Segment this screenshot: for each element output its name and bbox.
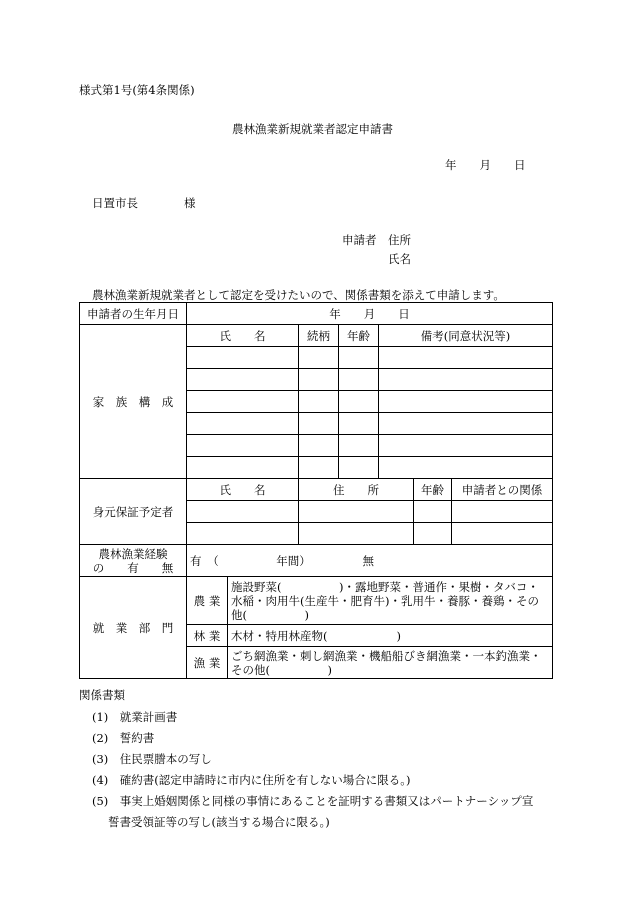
family-age-cell[interactable] bbox=[339, 347, 379, 369]
document-item bbox=[92, 709, 177, 725]
forestry-options[interactable]: 木材・特用林産物( ) bbox=[228, 625, 553, 647]
guarantor-header-address: 住 所 bbox=[299, 479, 414, 501]
family-name-cell[interactable] bbox=[187, 391, 299, 413]
applicant-label: 申請者 bbox=[342, 233, 377, 247]
family-age-cell[interactable] bbox=[339, 435, 379, 457]
family-name-cell[interactable] bbox=[187, 457, 299, 479]
document-item bbox=[92, 730, 154, 746]
agriculture-options[interactable] bbox=[228, 577, 553, 625]
family-relation-cell[interactable] bbox=[299, 435, 339, 457]
document-item-text: 確約書(認定申請時に市内に住所を有しない場合に限る。) bbox=[119, 773, 411, 787]
application-statement: 農林漁業新規就業者として認定を受けたいので、関係書類を添えて申請します。 bbox=[92, 288, 505, 302]
agriculture-label: 農 業 bbox=[187, 577, 228, 625]
agriculture-line3: 他( ) bbox=[231, 607, 309, 622]
guarantor-name-cell[interactable] bbox=[187, 523, 299, 545]
document-item-text: 就業計画書 bbox=[119, 710, 178, 724]
document-item bbox=[92, 793, 533, 809]
family-remarks-cell[interactable] bbox=[379, 369, 553, 391]
family-name-cell[interactable] bbox=[187, 435, 299, 457]
experience-value[interactable]: 有 （ 年間） 無 bbox=[187, 545, 553, 577]
fishery-label: 漁 業 bbox=[187, 647, 228, 679]
name-label: 氏名 bbox=[388, 252, 411, 266]
family-name-cell[interactable] bbox=[187, 347, 299, 369]
guarantor-header-relation: 申請者との関係 bbox=[452, 479, 553, 501]
guarantor-header-name: 氏 名 bbox=[187, 479, 299, 501]
family-relation-cell[interactable] bbox=[299, 457, 339, 479]
guarantor-age-cell[interactable] bbox=[414, 501, 452, 523]
document-item-number: (3) bbox=[92, 752, 109, 766]
form-title: 農林漁業新規就業者認定申請書 bbox=[232, 122, 393, 136]
family-relation-cell[interactable] bbox=[299, 391, 339, 413]
family-relation-cell[interactable] bbox=[299, 347, 339, 369]
family-remarks-cell[interactable] bbox=[379, 347, 553, 369]
family-age-cell[interactable] bbox=[339, 369, 379, 391]
guarantor-label: 身元保証予定者 bbox=[80, 479, 187, 545]
documents-heading: 関係書類 bbox=[79, 688, 125, 702]
guarantor-age-cell[interactable] bbox=[414, 523, 452, 545]
address-label: 住所 bbox=[388, 233, 411, 247]
guarantor-address-cell[interactable] bbox=[299, 523, 414, 545]
guarantor-address-cell[interactable] bbox=[299, 501, 414, 523]
document-item-continuation: 誓書受領証等の写し(該当する場合に限る。) bbox=[108, 815, 330, 829]
family-relation-cell[interactable] bbox=[299, 413, 339, 435]
document-item-text: 住民票謄本の写し bbox=[119, 752, 212, 766]
fishery-line1: ごち網漁業・刺し網漁業・機船船びき網漁業・一本釣漁業・ bbox=[231, 648, 542, 663]
guarantor-relation-cell[interactable] bbox=[452, 501, 553, 523]
family-header-age: 年齢 bbox=[339, 325, 379, 347]
form-number: 様式第1号(第4条関係) bbox=[79, 83, 195, 97]
addressee: 日置市長 様 bbox=[92, 196, 196, 210]
family-header-name: 氏 名 bbox=[187, 325, 299, 347]
family-relation-cell[interactable] bbox=[299, 369, 339, 391]
family-label: 家 族 構 成 bbox=[80, 325, 187, 479]
guarantor-relation-cell[interactable] bbox=[452, 523, 553, 545]
guarantor-name-cell[interactable] bbox=[187, 501, 299, 523]
family-remarks-cell[interactable] bbox=[379, 435, 553, 457]
document-item-text: 事実上婚姻関係と同様の事情にあることを証明する書類又はパートナーシップ宣 bbox=[119, 794, 534, 808]
document-item-text: 誓約書 bbox=[119, 731, 155, 745]
family-name-cell[interactable] bbox=[187, 413, 299, 435]
family-age-cell[interactable] bbox=[339, 413, 379, 435]
document-item-number: (5) bbox=[92, 794, 109, 808]
agriculture-line2: 水稲・肉用牛(生産牛・肥育牛)・乳用牛・養豚・養鶏・その bbox=[231, 593, 539, 608]
family-name-cell[interactable] bbox=[187, 369, 299, 391]
forestry-label: 林 業 bbox=[187, 625, 228, 647]
document-item-number: (2) bbox=[92, 731, 109, 745]
family-header-remarks: 備考(同意状況等) bbox=[379, 325, 553, 347]
birth-date-value: 年 月 日 bbox=[187, 303, 553, 325]
date-field: 年 月 日 bbox=[445, 158, 526, 172]
fishery-line2: その他( ) bbox=[231, 662, 332, 677]
document-item bbox=[92, 772, 411, 788]
document-item bbox=[92, 751, 212, 767]
experience-label bbox=[80, 545, 187, 577]
document-item-number: (4) bbox=[92, 773, 109, 787]
family-remarks-cell[interactable] bbox=[379, 457, 553, 479]
family-header-relation: 続柄 bbox=[299, 325, 339, 347]
family-remarks-cell[interactable] bbox=[379, 413, 553, 435]
family-remarks-cell[interactable] bbox=[379, 391, 553, 413]
experience-label-line2: の 有 無 bbox=[92, 560, 174, 575]
agriculture-line1: 施設野菜( )・露地野菜・普通作・果樹・タバコ・ bbox=[231, 579, 539, 594]
birth-date-label: 申請者の生年月日 bbox=[80, 303, 187, 325]
application-table bbox=[79, 302, 553, 679]
family-age-cell[interactable] bbox=[339, 457, 379, 479]
sector-label: 就 業 部 門 bbox=[80, 577, 187, 679]
experience-label-line1: 農林漁業経験 bbox=[98, 546, 168, 561]
document-item-number: (1) bbox=[92, 710, 109, 724]
guarantor-header-age: 年齢 bbox=[414, 479, 452, 501]
family-age-cell[interactable] bbox=[339, 391, 379, 413]
fishery-options[interactable] bbox=[228, 647, 553, 679]
